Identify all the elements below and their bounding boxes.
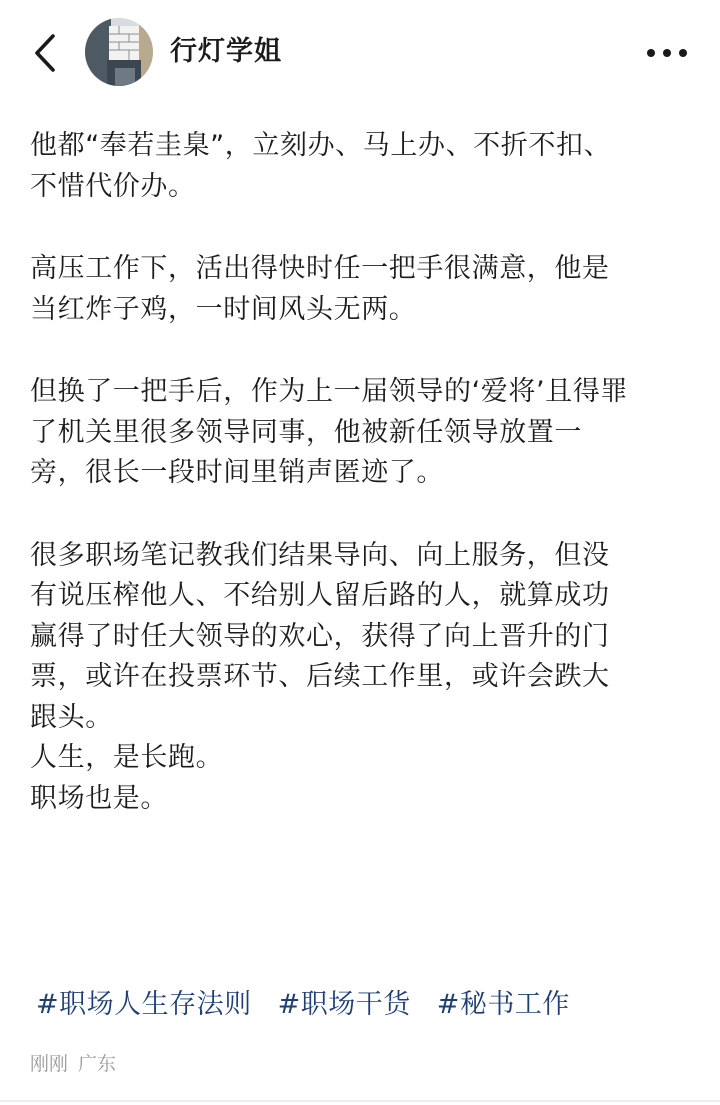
post-text-line: 了机关里很多领导同事，他被新任领导放置一 (30, 416, 582, 448)
avatar[interactable] (85, 18, 153, 86)
more-options-button[interactable] (638, 34, 696, 72)
post-text-line: 跟头。 (30, 701, 113, 733)
author-name[interactable]: 行灯学姐 (170, 36, 282, 67)
post-text-line: 不惜代价办。 (30, 170, 196, 202)
post-text-line: 票，或许在投票环节、后续工作里，或许会跌大 (30, 661, 610, 692)
post-text-line: 当红炸子鸡，一时间风头无两。 (30, 293, 417, 325)
post-meta (30, 1050, 116, 1078)
post-paragraph (30, 536, 695, 820)
post-paragraph (30, 249, 695, 330)
back-button[interactable] (22, 28, 68, 78)
hashtag-link[interactable]: #职场干货 (277, 989, 411, 1020)
post-paragraph (30, 126, 695, 207)
post-text-line: 赢得了时任大领导的欢心，获得了向上晋升的门 (30, 620, 610, 652)
post-text-line: 但换了一把手后，作为上一届领导的‘爱将’且得罪 (30, 376, 628, 407)
post-text-line: 有说压榨他人、不给别人留后路的人，就算成功 (30, 580, 610, 611)
post-text-line: 职场也是。 (30, 782, 168, 814)
post-text-line: 高压工作下，活出得快时任一把手很满意，他是 (30, 253, 610, 284)
post-body (30, 126, 695, 819)
divider (0, 1100, 720, 1102)
post-text-line: 他都“奉若圭臬”，立刻办、马上办、不折不扣、 (30, 130, 612, 161)
hashtag-list (36, 986, 570, 1024)
top-nav-bar (0, 0, 720, 104)
more-dots-icon (646, 48, 688, 58)
post-text-line: 很多职场笔记教我们结果导向、向上服务，但没 (30, 539, 610, 571)
post-time: 刚刚 (30, 1053, 69, 1075)
post-location: 广东 (78, 1053, 117, 1075)
post-paragraph (30, 372, 695, 494)
avatar-photo-icon (85, 18, 153, 86)
post-text-line: 人生，是长跑。 (30, 742, 224, 773)
hashtag-link[interactable]: #职场人生存法则 (36, 989, 252, 1020)
post-text-line: 旁，很长一段时间里销声匿迹了。 (30, 457, 444, 488)
hashtag-link[interactable]: #秘书工作 (436, 989, 570, 1020)
chevron-left-icon (32, 33, 58, 73)
